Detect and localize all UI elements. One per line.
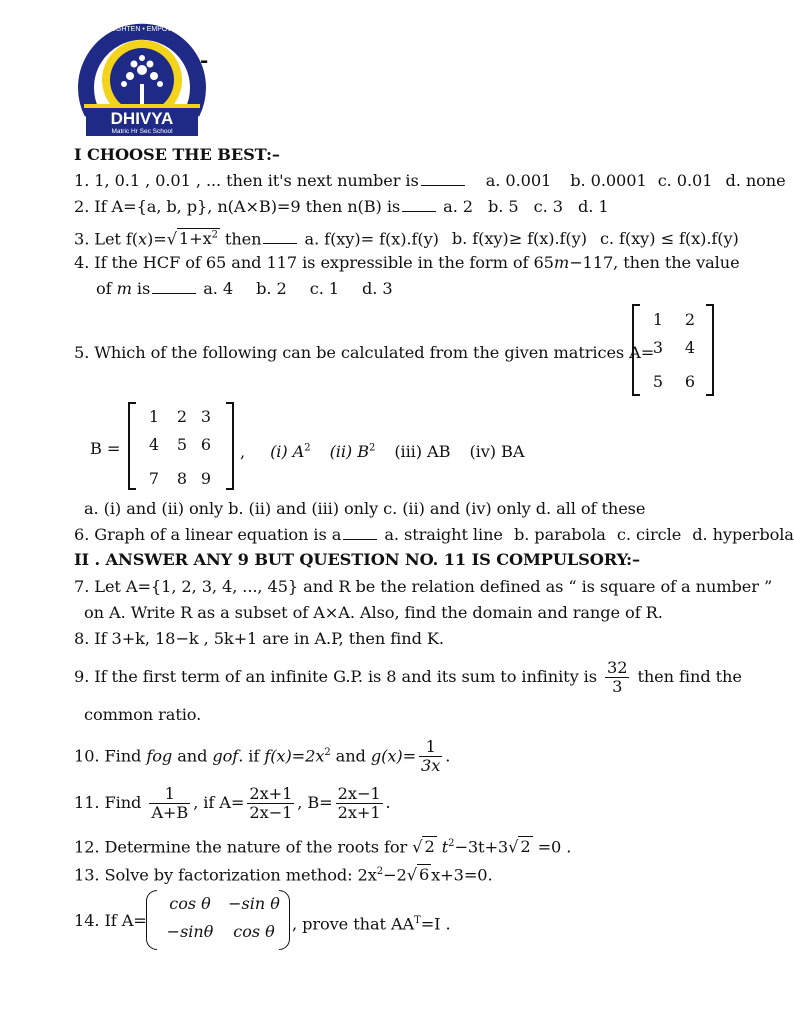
q11-text-b: , if A= [193, 793, 245, 812]
sqrt-icon: √ [166, 229, 177, 249]
q4-is: is [136, 279, 151, 298]
q10-if: . if [238, 746, 260, 766]
q11-num3: 2x−1 [337, 784, 381, 803]
q4-m: m [553, 253, 570, 272]
section2-heading: II . ANSWER ANY 9 BUT QUESTION NO. 11 IS COMPULSORY:– [74, 550, 640, 569]
question-2 [74, 197, 609, 217]
q12-root2: 2 [520, 837, 531, 857]
logo-name: DHIVYA [110, 109, 174, 128]
q1-opt-b: b. 0.0001 [570, 171, 647, 190]
q6-text: 6. Graph of a linear equation is a [74, 525, 342, 544]
q7-line1: 7. Let A={1, 2, 3, 4, ..., 45} and R be the relation defined as “ is square of a number ” [74, 577, 773, 596]
matrix-b-cell: 4 [148, 435, 160, 454]
q2-opt-b: b. 5 [488, 197, 519, 216]
question-4-line2 [96, 279, 393, 299]
q12-root: 2 [424, 837, 435, 857]
q11-num1: 1 [149, 785, 190, 804]
q3-root-text: 1+x [178, 229, 212, 249]
q4-text: 4. If the HCF of 65 and 117 is expressible in the form of 65 [74, 253, 554, 272]
q13-text-b: −2 [383, 865, 407, 885]
q14-text: 14. If A= [74, 911, 147, 930]
question-1 [74, 171, 786, 191]
q10-text: 10. Find [74, 746, 142, 766]
q3-opt-b: b. f(xy)≥ f(x).f(y) [451, 229, 587, 249]
q4-text-b: −117, then the value [569, 253, 740, 272]
q5-sup: 2 [369, 443, 376, 454]
matrix-b-cell: 2 [176, 407, 188, 426]
question-13 [74, 862, 493, 885]
q4-opt-b: b. 2 [256, 279, 287, 298]
q5-choice-i [270, 442, 310, 461]
logo-dash: - [200, 48, 209, 72]
q14-text-b: , prove that AA [292, 914, 415, 934]
q12-t: t [441, 837, 449, 857]
q5-choice-i-text: (i) A [270, 442, 305, 462]
question-12 [74, 834, 571, 857]
q6-opt-b: b. parabola [513, 525, 606, 544]
q10-den [419, 757, 442, 775]
q14-text-c: =I . [420, 914, 451, 934]
q2-opt-d: d. 1 [577, 197, 609, 216]
matrix-b-cell: 9 [200, 469, 212, 488]
question-10 [74, 732, 450, 777]
q9-fraction [605, 659, 629, 696]
matrix-a-cell: 4 [684, 338, 696, 357]
q13-root: 6 [418, 865, 430, 885]
q5-choice-iii: (iii) AB [394, 442, 451, 462]
q6-opt-c: c. circle [616, 525, 682, 544]
matrix-b-cell: 7 [148, 469, 160, 488]
q9-den: 3 [612, 677, 623, 696]
matrix-a-cell: 6 [684, 372, 696, 391]
comma: , [240, 442, 246, 462]
q14-cell: cos θ [169, 894, 211, 913]
question-9 [74, 656, 742, 698]
question-3 [74, 226, 739, 249]
answer-blank [421, 173, 465, 186]
q1-opt-d: d. none [725, 171, 786, 190]
sqrt-icon: √ [406, 865, 417, 885]
q3-opt-a: a. f(xy)= f(x).f(y) [304, 229, 439, 249]
q1-opt-c: c. 0.01 [657, 171, 713, 190]
answer-blank [343, 527, 377, 540]
q2-text: 2. If A={a, b, p}, n(A×B)=9 then n(B) is [74, 197, 401, 216]
answer-blank [263, 231, 297, 244]
q11-fraction-1 [149, 785, 190, 822]
q11-fraction-2 [247, 785, 294, 822]
q5-choice-ii [330, 442, 376, 461]
q10-and: and [177, 746, 208, 766]
q3-text-c: then [219, 229, 262, 249]
q10-den-text: 3x [421, 756, 441, 776]
q2-opt-c: c. 3 [533, 197, 563, 216]
q5-choice-ii-text: (ii) B [329, 442, 369, 462]
period: . [445, 746, 451, 766]
q4-of: of [96, 279, 112, 298]
q7-line2: on A. Write R as a subset of A×A. Also, find the domain and range of R. [84, 603, 663, 622]
q3-root-sup: 2 [211, 230, 218, 241]
q5-text: 5. Which of the following can be calculated from the given matrices A= [74, 343, 655, 362]
question-11 [74, 782, 391, 824]
school-logo [72, 18, 212, 138]
question-8: 8. If 3+k, 18−k , 5k+1 are in A.P, then find K. [74, 629, 444, 648]
matrix-q14 [146, 890, 290, 950]
q11-text-c: , B= [297, 793, 333, 812]
matrix-a-cell: 3 [652, 338, 664, 357]
q9-num: 32 [607, 658, 628, 677]
q11-den2: 2x−1 [249, 803, 293, 822]
question-6 [74, 525, 794, 545]
q5-choices [240, 439, 524, 462]
q4-opt-d: d. 3 [362, 279, 393, 298]
question-14-tail [292, 911, 451, 934]
q10-sup: 2 [324, 747, 331, 758]
q4-opt-a: a. 4 [203, 279, 234, 298]
matrix-b-cell: 5 [176, 435, 188, 454]
q11-num2: 2x+1 [249, 784, 293, 803]
q5-answers: a. (i) and (ii) only b. (ii) and (iii) only c. (ii) and (iv) only d. all of these [84, 499, 646, 518]
q11-den3: 2x+1 [337, 803, 381, 822]
q13-text-d: x+3=0. [431, 865, 493, 885]
matrix-b-label: B = [90, 439, 121, 458]
q11-text: 11. Find [74, 793, 142, 812]
section1-heading: I CHOOSE THE BEST:– [74, 145, 280, 164]
logo-arc-text: ENLIGHTEN • EMPOWER [100, 26, 184, 33]
q2-opt-a: a. 2 [443, 197, 473, 216]
q3-text-b: )= [147, 229, 167, 249]
q12-text-d: −3t+3 [454, 837, 509, 857]
matrix-bracket-left [128, 402, 136, 490]
answer-blank [402, 199, 436, 212]
q3-opt-c: c. f(xy) ≤ f(x).f(y) [599, 229, 739, 249]
q9-text: 9. If the first term of an infinite G.P. is 8 and its sum to infinity is [74, 667, 597, 686]
q10-gof: gof [212, 746, 239, 766]
question-4-line1 [74, 253, 740, 273]
q1-text: 1. 1, 0.1 , 0.01 , ... then it's next number is [74, 171, 419, 190]
q14-sup: T [414, 915, 421, 926]
q10-num: 1 [419, 738, 442, 757]
q6-opt-a: a. straight line [384, 525, 503, 544]
logo-subtitle: Matric Hr Sec School [111, 128, 173, 135]
matrix-b [128, 402, 234, 490]
q10-and2: and [335, 746, 366, 766]
q10-gx: g(x)= [370, 746, 417, 766]
q13-text: 13. Solve by factorization method: 2x [74, 865, 377, 885]
matrix-a-cell: 1 [652, 310, 664, 329]
q12-text-f: =0 . [532, 837, 572, 857]
paren-left [146, 890, 157, 950]
q10-fx: f(x)=2x [264, 746, 325, 766]
matrix-b-cell: 6 [200, 435, 212, 454]
q14-cell: −sinθ [166, 922, 214, 941]
q10-fog: fog [146, 746, 173, 766]
q12-text: 12. Determine the nature of the roots for [74, 837, 408, 857]
q9-text-b: then find the [637, 667, 742, 686]
q3-text: 3. Let f( [74, 229, 138, 249]
q4-m2: m [116, 279, 132, 298]
q10-fraction [419, 738, 442, 775]
matrix-a-cell: 5 [652, 372, 664, 391]
q14-cell: −sin θ [228, 894, 280, 913]
matrix-b-cell: 1 [148, 407, 160, 426]
q13-sup: 2 [376, 866, 384, 877]
matrix-a-cell: 2 [684, 310, 696, 329]
answer-blank [152, 281, 196, 294]
q11-den1: A+B [151, 803, 189, 822]
matrix-bracket-right [706, 304, 714, 396]
q14-cell: cos θ [233, 922, 275, 941]
q6-opt-d: d. hyperbola [692, 525, 794, 544]
matrix-a [632, 304, 714, 396]
q5-sup: 2 [304, 443, 311, 454]
matrix-b-cell: 8 [176, 469, 188, 488]
q11-fraction-3 [336, 785, 383, 822]
q3-var: x [137, 229, 148, 249]
q1-opt-a: a. 0.001 [485, 171, 552, 190]
matrix-b-cell: 3 [200, 407, 212, 426]
matrix-bracket-left [632, 304, 640, 396]
sqrt-icon: √ [412, 837, 423, 857]
period: . [385, 793, 391, 812]
q4-opt-c: c. 1 [309, 279, 339, 298]
q9-line2: common ratio. [84, 705, 202, 724]
q12-sup: 2 [448, 838, 455, 849]
sqrt-icon: √ [508, 837, 519, 857]
q5-choice-iv: (iv) BA [469, 442, 525, 462]
q3-root [177, 228, 220, 248]
matrix-bracket-right [226, 402, 234, 490]
